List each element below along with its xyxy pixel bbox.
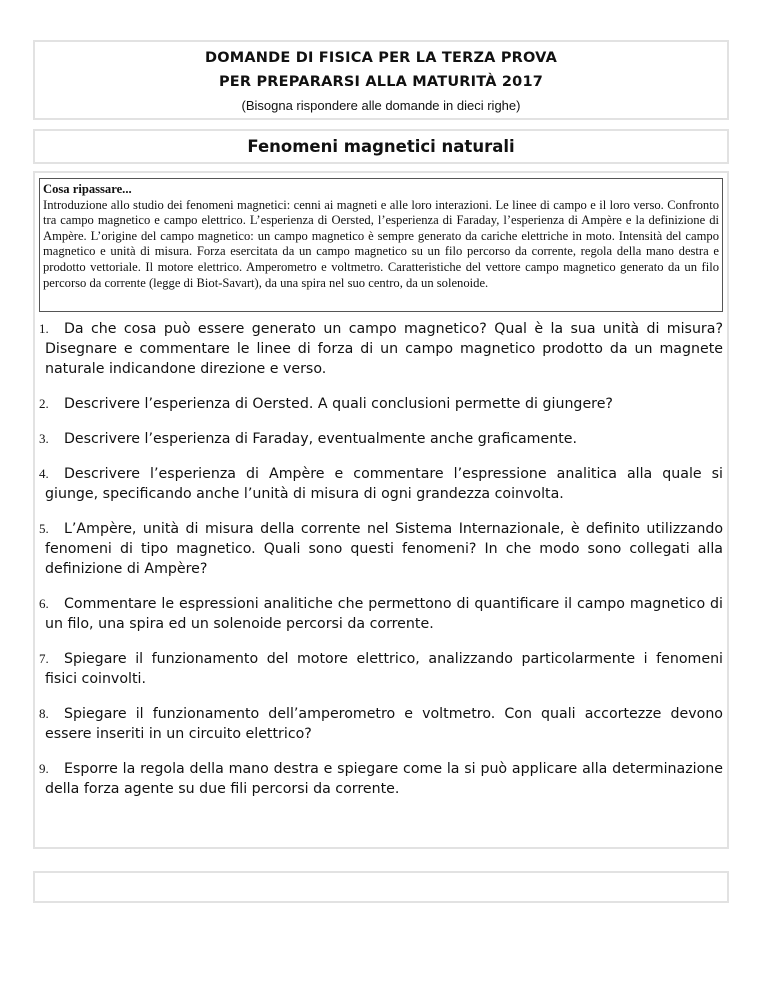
- question-text: Descrivere l’esperienza di Ampère e commentare l’espressione analitica alla quale si giunge, specificando anche l’unità di misura di ogni grandezza coinvolta.: [45, 466, 723, 502]
- question-item: [39, 759, 723, 799]
- question-item: [39, 594, 723, 634]
- document-header: [33, 40, 729, 120]
- question-text: Esporre la regola della mano destra e spiegare come la si può applicare alla determinazione della forza agente su due fili percorsi da corrente.: [45, 761, 723, 797]
- question-item: [39, 649, 723, 689]
- header-subtitle: PER PREPARARSI ALLA MATURITÀ 2017: [218, 74, 544, 90]
- question-number: 6.: [39, 596, 49, 611]
- header-instructions: (Bisogna rispondere alle domande in dieci righe): [241, 98, 521, 113]
- question-text: Spiegare il funzionamento dell’amperometro e voltmetro. Con quali accortezze devono essere inseriti in un circuito elettrico?: [45, 706, 723, 742]
- question-number: 3.: [39, 431, 49, 446]
- section-title-box: [33, 129, 729, 164]
- review-heading: Cosa ripassare...: [43, 182, 132, 196]
- question-item: [39, 519, 723, 579]
- question-text: Spiegare il funzionamento del motore elettrico, analizzando particolarmente i fenomeni fisici coinvolti.: [45, 651, 723, 687]
- question-list: [39, 319, 723, 814]
- question-number: 2.: [39, 396, 49, 411]
- question-item: [39, 429, 723, 449]
- question-item: [39, 319, 723, 379]
- question-number: 4.: [39, 466, 49, 481]
- question-number: 7.: [39, 651, 49, 666]
- question-item: [39, 394, 723, 414]
- question-number: 5.: [39, 521, 49, 536]
- question-text: Descrivere l’esperienza di Faraday, eventualmente anche graficamente.: [64, 431, 578, 447]
- question-text: L’Ampère, unità di misura della corrente nel Sistema Internazionale, è definito utilizzando fenomeni di tipo magnetico. Quali sono questi fenomeni? In che modo sono collegati alla definizione di Ampère?: [45, 521, 723, 577]
- question-text: Da che cosa può essere generato un campo magnetico? Qual è la sua unità di misura? Disegnare e commentare le linee di forza di un campo magnetico prodotto da un magnete naturale indicandone direzione e verso.: [45, 321, 723, 377]
- header-title: DOMANDE DI FISICA PER LA TERZA PROVA: [204, 50, 558, 66]
- main-content: [33, 171, 729, 849]
- question-number: 1.: [39, 321, 49, 336]
- footer-box: [33, 871, 729, 903]
- review-text: Introduzione allo studio dei fenomeni magnetici: cenni ai magneti e alle loro interazioni. Le linee di campo e il loro verso. Confronto tra campo magnetico e campo elettrico. L’esperienza di Oersted, l’esperienza di Faraday, l’esperienza di Ampère e la definizione di Ampère. L’origine del campo magnetico: un campo magnetico è sempre generato da cariche elettriche in moto. Intensità del campo magnetico e unità di misura. Forza esercitata da un campo magnetico su un filo percorso da corrente, regola della mano destra e prodotto vettoriale. Il motore elettrico. Amperometro e voltmetro. Caratteristiche del vettore campo magnetico generato da un filo percorso da corrente (legge di Biot-Savart), da una spira nel suo centro, da un solenoide.: [43, 197, 719, 290]
- question-item: [39, 464, 723, 504]
- question-text: Descrivere l’esperienza di Oersted. A quali conclusioni permette di giungere?: [64, 396, 613, 412]
- question-text: Commentare le espressioni analitiche che permettono di quantificare il campo magnetico di un filo, una spira ed un solenoide percorsi da corrente.: [45, 596, 723, 632]
- review-box: [39, 178, 723, 312]
- question-number: 9.: [39, 761, 49, 776]
- question-number: 8.: [39, 706, 49, 721]
- question-item: [39, 704, 723, 744]
- section-title: Fenomeni magnetici naturali: [247, 137, 515, 156]
